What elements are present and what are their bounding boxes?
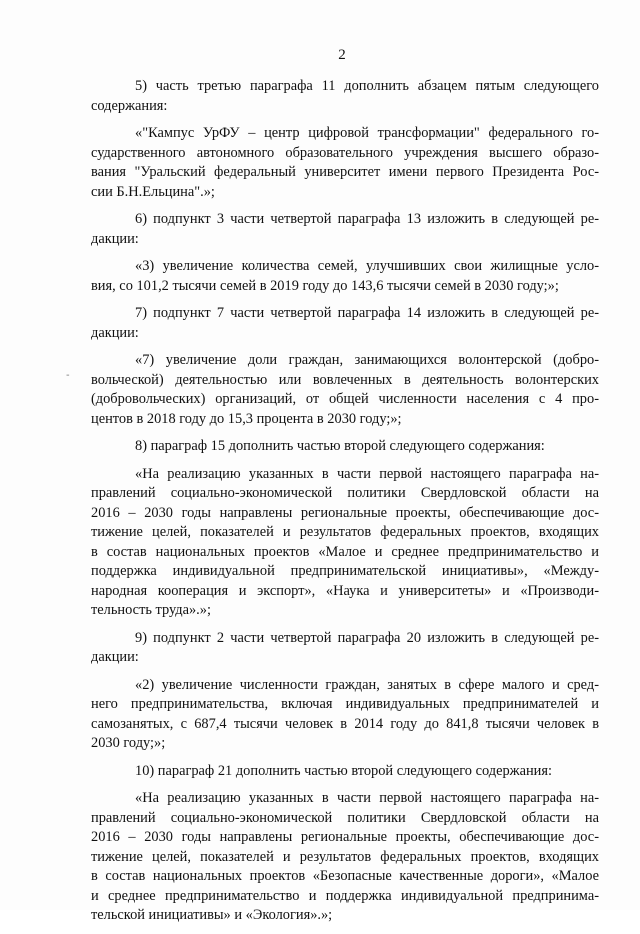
document-body	[91, 77, 599, 934]
paragraph	[91, 351, 599, 429]
page-number: 2	[338, 47, 346, 63]
text-line: и среднее предпринимательство и поддержка индивидуальной предпринима-	[91, 887, 599, 904]
text-line: тижение целей, показателей и результатов федеральных проектов, входящих	[91, 848, 599, 865]
paragraph	[91, 789, 599, 926]
text-line: 2016 – 2030 годы направлены региональные проекты, обеспечивающие дос-	[91, 504, 599, 521]
text-line: «2) увеличение численности граждан, занятых в сфере малого и сред-	[135, 676, 599, 693]
text-line: него предпринимательства, включая индивидуальных предпринимателей и	[91, 696, 599, 712]
text-line: 7) подпункт 7 части четвертой параграфа 14 изложить в следующей ре-	[135, 305, 599, 321]
text-line: народная кооперация и экспорт», «Наука и университеты» и «Производи-	[91, 582, 599, 599]
text-line: дакции:	[91, 230, 139, 247]
text-line: дакции:	[91, 649, 139, 665]
text-line: 2030 году;»;	[91, 735, 166, 751]
text-line: содержания:	[91, 97, 168, 114]
text-line: 9) подпункт 2 части четвертой параграфа 20 изложить в следующей ре-	[135, 629, 599, 646]
paragraph	[91, 629, 599, 668]
text-line: тижение целей, показателей и результатов федеральных проектов, входящих	[91, 524, 599, 540]
text-line: тельность труда».»;	[91, 602, 211, 618]
text-line: в состав национальных проектов «Безопасные качественные дороги», «Малое	[91, 868, 599, 884]
text-line: (добровольческих) организаций, от общей численности населения с 4 про-	[91, 391, 599, 407]
text-line: вия, со 101,2 тысячи семей в 2019 году до 143,6 тысячи семей в 2030 году;»;	[91, 277, 559, 294]
text-line: 6) подпункт 3 части четвертой параграфа 13 изложить в следующей ре-	[135, 211, 599, 227]
text-line: в состав национальных проектов «Малое и среднее предпринимательство и	[91, 543, 599, 560]
paragraph	[91, 77, 599, 116]
paragraph	[91, 210, 599, 249]
text-line: поддержка индивидуальной предпринимательской инициативы», «Между-	[91, 563, 599, 579]
text-line: «На реализацию указанных в части первой настоящего параграфа на-	[135, 465, 599, 482]
text-line: правлений социально-экономической политики Свердловской области на	[91, 485, 599, 501]
paragraph	[91, 124, 599, 202]
text-line: «3) увеличение количества семей, улучшивших свои жилищные усло-	[135, 258, 599, 274]
paragraph	[91, 465, 599, 621]
text-line: тельской инициативы» и «Экология».»;	[91, 907, 333, 923]
text-line: 5) часть третью параграфа 11 дополнить абзацем пятым следующего	[135, 78, 599, 94]
text-line: «7) увеличение доли граждан, занимающихся волонтерской (добро-	[135, 352, 599, 368]
text-line: сударственного автономного образовательного учреждения высшего образо-	[91, 144, 599, 161]
text-line: самозанятых, с 687,4 тысячи человек в 2014 году до 841,8 тысячи человек в	[91, 715, 599, 732]
text-line: сии Б.Н.Ельцина".»;	[91, 183, 215, 200]
text-line: «На реализацию указанных в части первой настоящего параграфа на-	[135, 790, 599, 806]
text-line: правлений социально-экономической политики Свердловской области на	[91, 809, 599, 826]
paragraph	[91, 676, 599, 754]
text-line: дакции:	[91, 324, 139, 341]
paragraph	[91, 437, 599, 457]
text-line: 8) параграф 15 дополнить частью второй следующего содержания:	[135, 438, 545, 454]
paragraph	[91, 257, 599, 296]
text-line: центов в 2018 году до 15,3 процента в 2030 году;»;	[91, 410, 402, 427]
paragraph	[91, 304, 599, 343]
text-line: 10) параграф 21 дополнить частью второй следующего содержания:	[135, 762, 552, 779]
text-line: вания "Уральский федеральный университет имени первого Президента Рос-	[91, 164, 599, 180]
text-line: вольческой) деятельностью или вовлеченных в деятельность волонтерских	[91, 371, 599, 388]
paragraph	[91, 762, 599, 782]
margin-mark: -	[66, 370, 70, 381]
text-line: 2016 – 2030 годы направлены региональные проекты, обеспечивающие дос-	[91, 829, 599, 845]
text-line: «"Кампус УрФУ – центр цифровой трансформации" федерального го-	[135, 125, 599, 141]
